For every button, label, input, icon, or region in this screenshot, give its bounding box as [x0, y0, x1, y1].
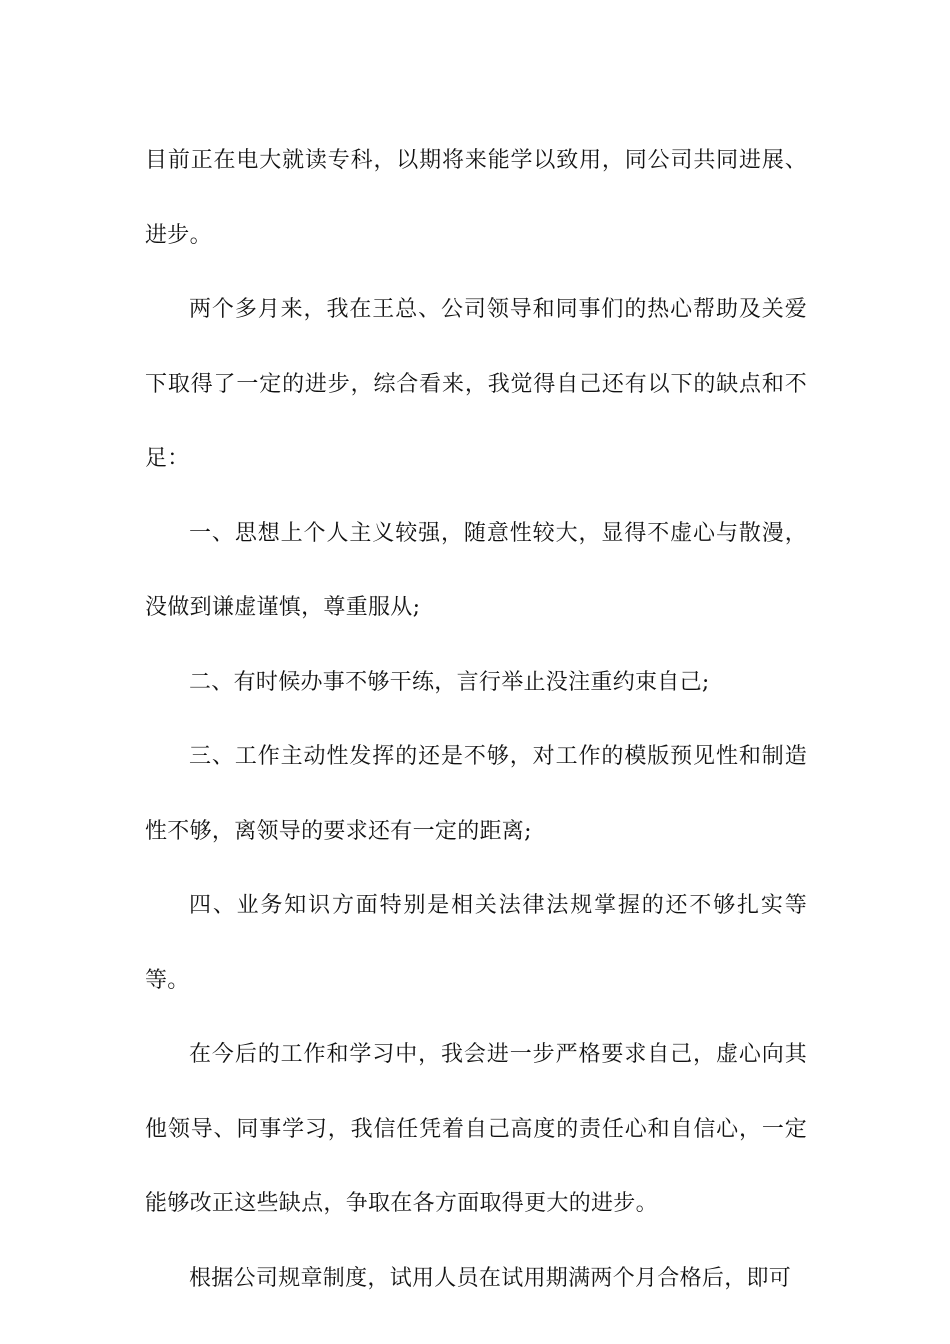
- paragraph-3: 一、思想上个人主义较强，随意性较大，显得不虚心与散漫，没做到谦虚谨慎，尊重服从;: [145, 520, 807, 620]
- paragraph-7: 在今后的工作和学习中，我会进一步严格要求自己，虚心向其他领导、同事学习，我信任凭着自己高度的责任心和自信心，一定能够改正这些缺点，争取在各方面取得更大的进步。: [145, 1042, 807, 1216]
- paragraph-2: 两个多月来，我在王总、公司领导和同事们的热心帮助及关爱下取得了一定的进步，综合看来，我觉得自己还有以下的缺点和不足：: [145, 297, 807, 471]
- paragraph-1: 目前正在电大就读专科，以期将来能学以致用，同公司共同进展、进步。: [145, 148, 807, 248]
- paragraph-5: 三、工作主动性发挥的还是不够，对工作的模版预见性和制造性不够，离领导的要求还有一定的距离;: [145, 744, 807, 844]
- document-body: [145, 124, 807, 1316]
- paragraph-4: 二、有时候办事不够干练，言行举止没注重约束自己;: [189, 669, 710, 695]
- paragraph-8: 根据公司规章制度，试用人员在试用期满两个月合格后，即可: [189, 1265, 792, 1291]
- paragraph-6: 四、业务知识方面特别是相关法律法规掌握的还不够扎实等等。: [145, 893, 807, 993]
